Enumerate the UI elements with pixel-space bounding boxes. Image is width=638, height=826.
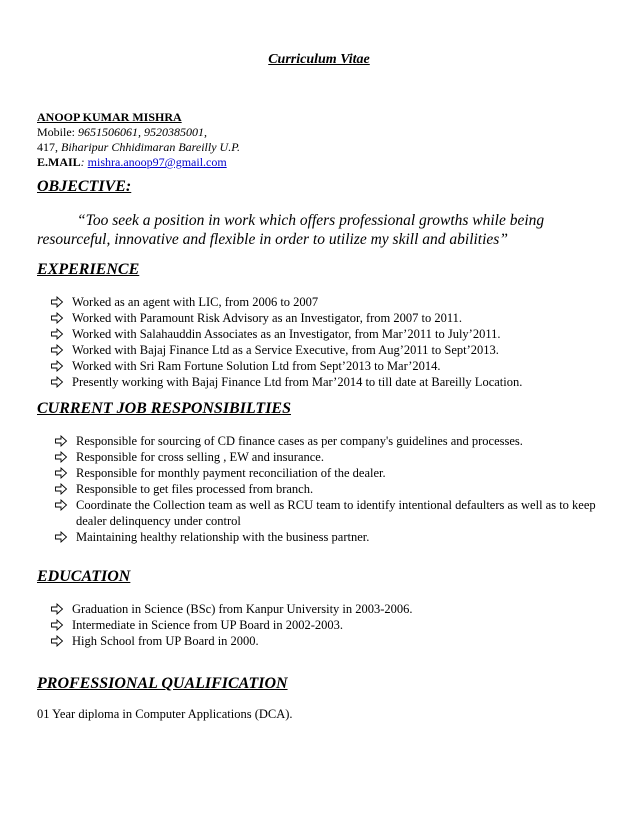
list-item-text: Responsible for cross selling , EW and insurance. [76, 450, 324, 464]
mobile-value: 9651506061, 9520385001, [78, 125, 207, 139]
list-item-text: High School from UP Board in 2000. [72, 634, 259, 648]
list-item [54, 465, 604, 481]
arrow-bullet-icon [50, 326, 64, 342]
experience-heading: EXPERIENCE [37, 261, 140, 278]
list-item-text: Worked as an agent with LIC, from 2006 to 2007 [72, 295, 319, 309]
list-item [50, 294, 610, 310]
experience-list [50, 294, 610, 390]
objective-heading: OBJECTIVE: [37, 178, 132, 195]
qualification-text: 01 Year diploma in Computer Applications (DCA). [37, 707, 293, 721]
list-item-text: Responsible to get files processed from branch. [76, 482, 314, 496]
list-item-text: Responsible for monthly payment reconciliation of the dealer. [76, 466, 386, 480]
list-item-text: Presently working with Bajaj Finance Ltd from Mar’2014 to till date at Bareilly Location. [72, 375, 523, 389]
list-item-text: Worked with Paramount Risk Advisory as an Investigator, from 2007 to 2011. [72, 311, 462, 325]
arrow-bullet-icon [54, 465, 68, 481]
mobile-label: Mobile: [37, 125, 78, 139]
list-item-text: Maintaining healthy relationship with the business partner. [76, 530, 370, 544]
arrow-bullet-icon [50, 358, 64, 374]
arrow-bullet-icon [50, 374, 64, 390]
list-item [54, 433, 604, 449]
arrow-bullet-icon [50, 633, 64, 649]
objective-text: “Too seek a position in work which offers professional growths while being resourceful, innovative and flexible in order to utilize my skill and abilities” [37, 212, 545, 248]
list-item-text: Graduation in Science (BSc) from Kanpur University in 2003-2006. [72, 602, 413, 616]
list-item [54, 529, 604, 545]
email-label: E.MAIL [37, 155, 81, 169]
list-item-text: Coordinate the Collection team as well as RCU team to identify intentional defaulters as well as to keep dealer delinquency under control [76, 498, 596, 528]
education-heading: EDUCATION [37, 568, 131, 585]
list-item [54, 481, 604, 497]
list-item [54, 449, 604, 465]
address-prefix: 417, [37, 140, 61, 154]
mobile-line [37, 125, 240, 140]
candidate-name: ANOOP KUMAR MISHRA [37, 110, 182, 124]
arrow-bullet-icon [54, 497, 68, 513]
list-item-text: Worked with Sri Ram Fortune Solution Ltd from Sept’2013 to Mar’2014. [72, 359, 441, 373]
list-item [50, 374, 610, 390]
list-item-text: Intermediate in Science from UP Board in 2002-2003. [72, 618, 343, 632]
list-item-text: Responsible for sourcing of CD finance cases as per company's guidelines and processes. [76, 434, 523, 448]
list-item [50, 358, 610, 374]
list-item [50, 342, 610, 358]
arrow-bullet-icon [54, 481, 68, 497]
arrow-bullet-icon [54, 449, 68, 465]
arrow-bullet-icon [54, 433, 68, 449]
list-item [50, 633, 610, 649]
address-line [37, 140, 240, 155]
email-line [37, 155, 240, 170]
arrow-bullet-icon [50, 617, 64, 633]
email-separator: : [80, 155, 88, 169]
arrow-bullet-icon [50, 310, 64, 326]
arrow-bullet-icon [50, 342, 64, 358]
document-title: Curriculum Vitae [268, 52, 370, 67]
contact-block [37, 110, 240, 170]
list-item [50, 310, 610, 326]
address-value: Biharipur Chhidimaran Bareilly U.P. [61, 140, 241, 154]
list-item [50, 617, 610, 633]
arrow-bullet-icon [50, 294, 64, 310]
qualification-heading: PROFESSIONAL QUALIFICATION [37, 675, 288, 692]
list-item [50, 601, 610, 617]
responsibilities-list [54, 433, 604, 545]
list-item [50, 326, 610, 342]
list-item-text: Worked with Salahauddin Associates as an Investigator, from Mar’2011 to July’2011. [72, 327, 501, 341]
list-item [54, 497, 604, 529]
list-item-text: Worked with Bajaj Finance Ltd as a Service Executive, from Aug’2011 to Sept’2013. [72, 343, 499, 357]
responsibilities-heading: CURRENT JOB RESPONSIBILTIES [37, 400, 291, 417]
email-link[interactable]: mishra.anoop97@gmail.com [87, 155, 227, 169]
education-list [50, 601, 610, 649]
arrow-bullet-icon [50, 601, 64, 617]
arrow-bullet-icon [54, 529, 68, 545]
